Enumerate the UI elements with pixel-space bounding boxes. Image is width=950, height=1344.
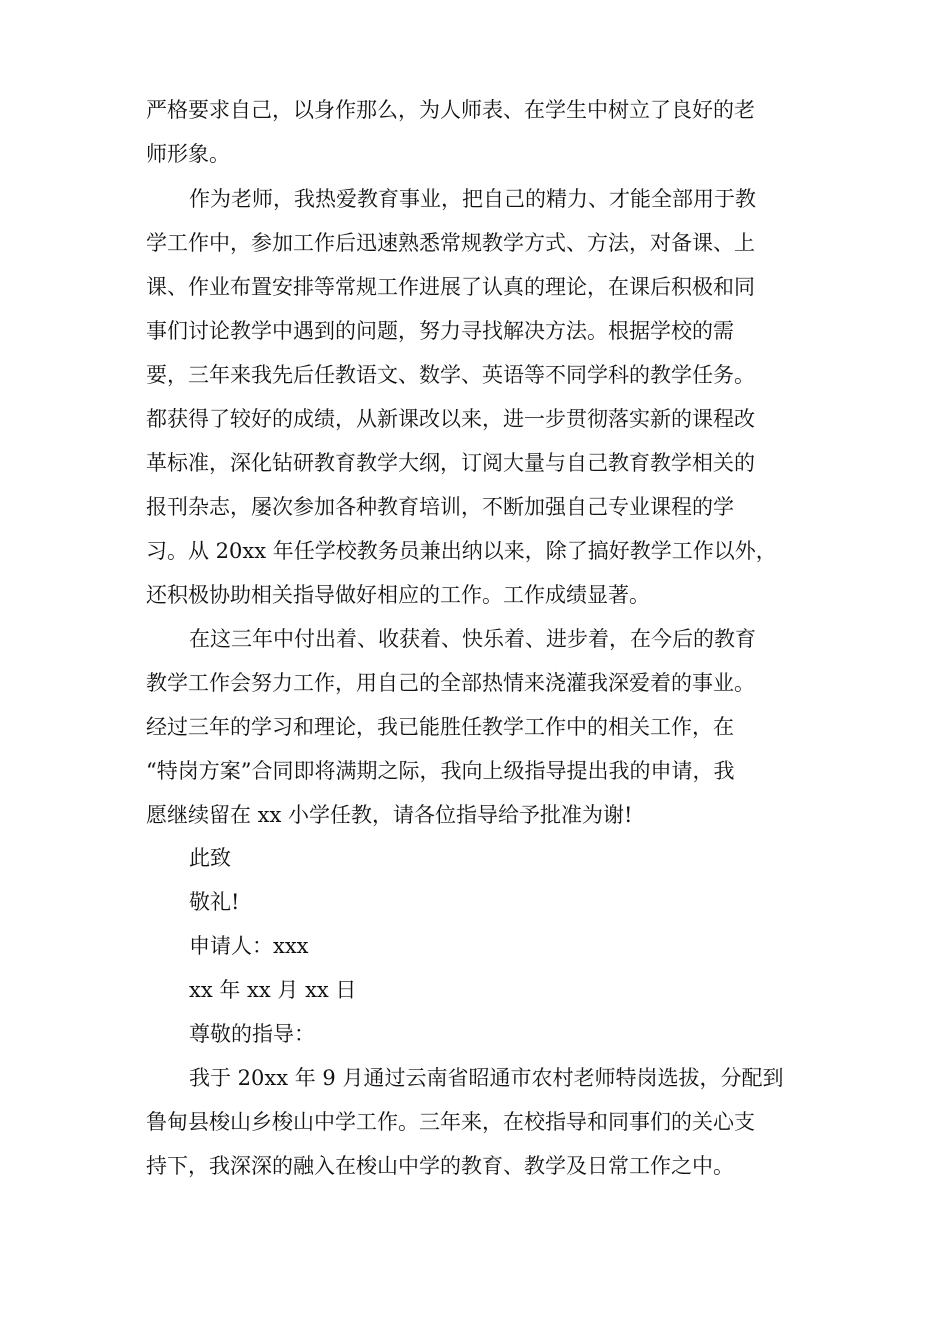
salutation-line: 敬礼! <box>189 890 240 914</box>
text-line: 要，三年来我先后任教语文、数学、英语等不同学科的教学任务。 <box>146 363 755 387</box>
text-line: “特岗方案”合同即将满期之际，我向上级指导提出我的申请，我 <box>146 759 735 783</box>
greeting-line: 尊敬的指导： <box>189 1022 315 1046</box>
closing-line: 此致 <box>189 846 231 870</box>
text-line: 师形象。 <box>146 142 230 166</box>
text-line: 革标准，深化钻研教育教学大纲，订阅大量与自己教育教学相关的 <box>146 451 755 475</box>
text-line: 在这三年中付出着、收获着、快乐着、进步着，在今后的教育 <box>189 627 756 651</box>
text-line: 报刊杂志，屡次参加各种教育培训，不断加强自己专业课程的学 <box>146 495 734 519</box>
text-line: 事们讨论教学中遇到的问题，努力寻找解决方法。根据学校的需 <box>146 319 734 343</box>
text-line: 我于 20xx 年 9 月通过云南省昭通市农村老师特岗选拔，分配到 <box>189 1066 784 1090</box>
text-line: 还积极协助相关指导做好相应的工作。工作成绩显著。 <box>146 583 650 607</box>
text-line: 习。从 20xx 年任学校教务员兼出纳以来，除了搞好教学工作以外， <box>146 539 777 563</box>
date-line: xx 年 xx 月 xx 日 <box>189 978 357 1002</box>
text-line: 严格要求自己，以身作那么，为人师表、在学生中树立了良好的老 <box>146 98 755 122</box>
text-line: 愿继续留在 xx 小学任教，请各位指导给予批准为谢! <box>146 803 633 827</box>
text-line: 学工作中，参加工作后迅速熟悉常规教学方式、方法，对备课、上 <box>146 231 755 255</box>
text-line: 持下，我深深的融入在梭山中学的教育、教学及日常工作之中。 <box>146 1154 734 1178</box>
text-line: 教学工作会努力工作，用自己的全部热情来浇灌我深爱着的事业。 <box>146 671 755 695</box>
text-line: 经过三年的学习和理论，我已能胜任教学工作中的相关工作，在 <box>146 715 734 739</box>
text-line: 鲁甸县梭山乡梭山中学工作。三年来，在校指导和同事们的关心支 <box>146 1110 755 1134</box>
text-line: 都获得了较好的成绩，从新课改以来，进一步贯彻落实新的课程改 <box>146 407 755 431</box>
text-line: 作为老师，我热爱教育事业，把自己的精力、才能全部用于教 <box>189 187 756 211</box>
text-line: 课、作业布置安排等常规工作进展了认真的理论，在课后积极和同 <box>146 275 755 299</box>
applicant-line: 申请人：xxx <box>189 934 309 958</box>
